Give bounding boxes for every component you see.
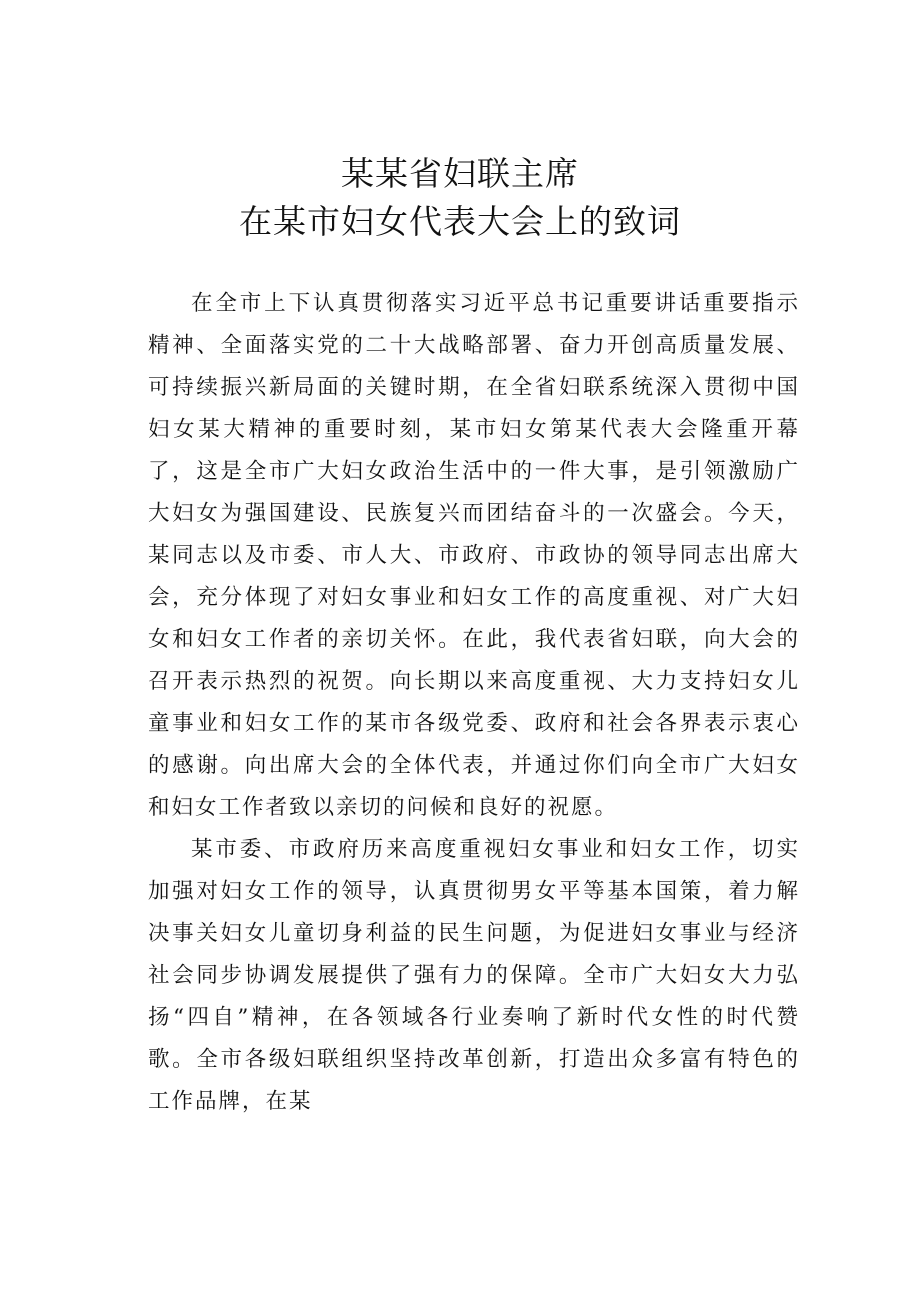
body-paragraph-2: 某市委、市政府历来高度重视妇女事业和妇女工作，切实加强对妇女工作的领导，认真贯彻男女平等基本国策，着力解决事关妇女儿童切身利益的民生问题，为促进妇女事业与经济社会同步协调发展提供了强有力的保障。全市广大妇女大力弘扬“四自”精神，在各领域各行业奏响了新时代女性的时代赞歌。全市各级妇联组织坚持改革创新，打造出众多富有特色的工作品牌，在某 bbox=[148, 837, 800, 1114]
body-paragraph-1: 在全市上下认真贯彻落实习近平总书记重要讲话重要指示精神、全面落实党的二十大战略部署、奋力开创高质量发展、可持续振兴新局面的关键时期，在全省妇联系统深入贯彻中国妇女某大精神的重要时刻，某市妇女第某代表大会隆重开幕了，这是全市广大妇女政治生活中的一件大事，是引领激励广大妇女为强国建设、民族复兴而团结奋斗的一次盛会。今天，某同志以及市委、市人大、市政府、市政协的领导同志出席大会，充分体现了对妇女事业和妇女工作的高度重视、对广大妇女和妇女工作者的亲切关怀。在此，我代表省妇联，向大会的召开表示热烈的祝贺。向长期以来高度重视、大力支持妇女儿童事业和妇女工作的某市各级党委、政府和社会各界表示衷心的感谢。向出席大会的全体代表，并通过你们向全市广大妇女和妇女工作者致以亲切的问候和良好的祝愿。 bbox=[148, 291, 800, 820]
title-line-1: 某某省妇联主席 bbox=[341, 154, 579, 193]
document-title bbox=[0, 150, 920, 246]
title-line-2: 在某市妇女代表大会上的致词 bbox=[239, 202, 681, 241]
document-body bbox=[148, 283, 800, 1123]
